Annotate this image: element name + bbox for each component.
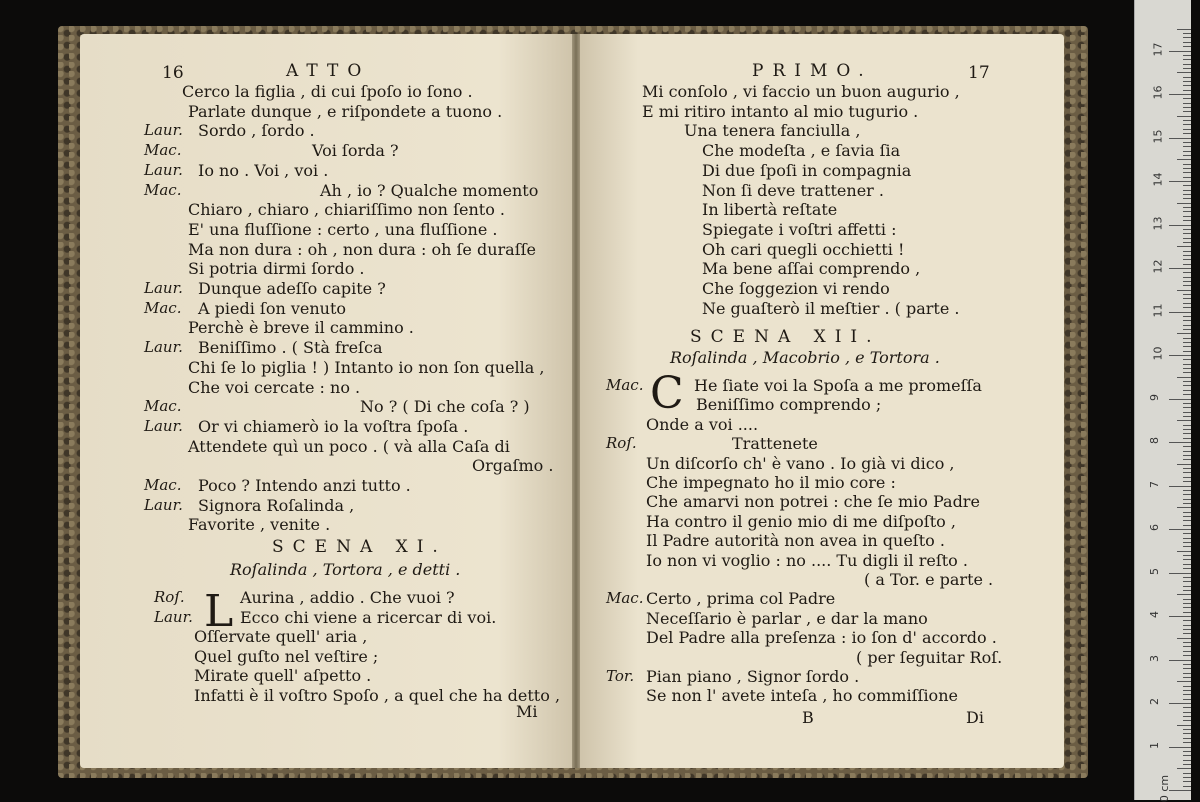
verse-line: Or vi chiamerò io la voſtra ſpoſa . [198,416,469,436]
verse-line: Ma bene aſſai comprendo , [702,259,921,279]
ruler-label: 9 [1148,393,1161,401]
ruler-tick [1183,546,1191,547]
ruler-tick [1183,33,1191,34]
verse-line: ( per ſeguitar Roſ. [856,647,1003,667]
ruler-label: 12 [1151,259,1165,274]
ruler-tick [1183,194,1191,195]
ruler-tick [1177,72,1191,73]
verse-line: Favorite , venite . [188,515,331,535]
ruler-tick [1183,642,1191,643]
ruler-tick [1183,98,1191,99]
ruler-tick [1183,451,1191,452]
ruler-tick [1183,494,1191,495]
signature-mark: B [802,708,814,727]
speaker-label: Laur. [144,279,183,297]
ruler-tick [1183,164,1191,165]
ruler-tick [1169,312,1191,313]
ruler-tick [1183,329,1191,330]
verse-line: Si potria dirmi ſordo . [188,259,365,279]
ruler-tick [1169,355,1191,356]
ruler-tick [1183,755,1191,756]
verse-line: Beniſſimo comprendo ; [696,395,882,415]
ruler-tick [1183,346,1191,347]
verse-line: Sordo , ſordo . [198,121,315,141]
ruler-tick [1183,259,1191,260]
verse-line: Perchè è breve il cammino . [188,318,414,338]
ruler-label: 7 [1148,480,1161,488]
ruler-tick [1177,768,1191,769]
verse-line: Mi conſolo , vi faccio un buon augurio , [642,82,960,101]
ruler-tick [1169,703,1191,704]
ruler-tick [1183,359,1191,360]
ruler-label: 5 [1148,567,1161,575]
ruler-tick [1183,673,1191,674]
ruler-label: 11 [1151,303,1165,317]
ruler-tick [1169,225,1191,226]
ruler-tick [1177,594,1191,595]
ruler-tick [1183,229,1191,230]
ruler-label: 13 [1151,216,1165,230]
ruler-tick [1183,412,1191,413]
drop-cap: C [650,368,684,419]
ruler-tick [1183,46,1191,47]
speaker-label: Mac. [606,589,644,608]
speaker-label: Mac. [606,376,644,394]
speaker-label: Mac. [144,476,182,494]
drop-cap: L [204,586,234,637]
ruler-tick [1183,603,1191,604]
ruler-tick [1183,103,1191,104]
ruler-tick [1177,551,1191,552]
ruler-tick [1183,564,1191,565]
ruler-tick [1183,146,1191,147]
ruler-tick [1183,607,1191,608]
ruler-tick [1169,747,1191,748]
ruler-tick [1177,290,1191,291]
ruler-tick [1183,242,1191,243]
verse-line: ( a Tor. e parte . [864,570,994,589]
ruler-tick [1183,590,1191,591]
ruler-tick [1183,325,1191,326]
ruler-label: 14 [1151,172,1165,187]
speaker-label: Roſ. [154,588,185,606]
verse-line: Trattenete [732,434,818,454]
ruler-tick [1183,533,1191,534]
verse-line: A piedi ſon venuto [198,298,347,318]
ruler-tick [1169,138,1191,139]
ruler-tick [1183,729,1191,730]
verse-line: Aurina , addio . Che vuoi ? [240,588,455,607]
ruler-tick [1183,742,1191,743]
ruler-tick [1183,277,1191,278]
ruler-tick [1183,129,1191,130]
ruler-tick [1183,503,1191,504]
ruler-tick [1183,438,1191,439]
ruler-tick [1183,59,1191,60]
ruler-tick [1183,255,1191,256]
ruler-tick [1177,116,1191,117]
ruler-tick [1183,238,1191,239]
ruler-tick [1183,316,1191,317]
speaker-label: Laur. [144,160,183,179]
ruler-tick [1183,407,1191,408]
ruler-tick [1183,664,1191,665]
ruler-tick [1177,159,1191,160]
ruler-tick [1177,246,1191,247]
ruler-tick [1183,625,1191,626]
ruler-tick [1183,668,1191,669]
ruler-tick [1183,712,1191,713]
ruler-tick [1183,285,1191,286]
ruler-tick [1183,216,1191,217]
verse-line: Infatti è il voſtro Spoſo , a quel che ha detto , [194,685,561,705]
verse-line: Beniſſimo . ( Stà freſca [198,338,383,358]
speaker-label: Laur. [144,121,183,140]
ruler-tick [1183,390,1191,391]
verse-line: Io non vi voglio : no .... Tu digli il reſto . [646,550,968,570]
verse-line: Pian piano , Signor ſordo . [646,667,860,686]
ruler-tick [1169,486,1191,487]
ruler-tick [1177,725,1191,726]
ruler-tick [1183,385,1191,386]
verse-line: Una tenera fanciulla , [684,121,861,141]
ruler-label: 16 [1151,85,1165,100]
ruler-tick [1183,694,1191,695]
verse-line: Il Padre autorità non avea in queſto . [646,531,945,551]
speaker-label: Tor. [606,667,635,685]
ruler-tick [1177,507,1191,508]
verse-line: Signora Roſalinda , [198,495,355,515]
ruler-tick [1183,211,1191,212]
ruler-tick [1183,481,1191,482]
ruler-tick [1169,616,1191,617]
ruler-tick [1183,786,1191,787]
verse-line: Ha contro il genio mio di me diſpoſto , [646,511,956,531]
ruler-tick [1183,690,1191,691]
ruler-tick [1183,403,1191,404]
ruler-tick [1183,142,1191,143]
ruler-tick [1183,651,1191,652]
speaker-label: Mac. [144,180,182,199]
verse-line: Che amarvi non potrei : che ſe mio Padre [646,492,980,512]
ruler-label: 3 [1148,654,1161,662]
verse-line: E mi ritiro intanto al mio tugurio . [642,101,919,121]
ruler-tick [1183,55,1191,56]
ruler-tick [1177,333,1191,334]
ruler-tick [1183,699,1191,700]
verse-line: Del Padre alla preſenza : io ſon d' accordo . [646,628,997,648]
ruler-tick [1183,773,1191,774]
ruler-tick [1183,64,1191,65]
ruler-tick [1169,94,1191,95]
verse-line: Quel guſto nel veſtire ; [194,646,379,666]
ruler-tick [1183,716,1191,717]
ruler-tick [1183,151,1191,152]
ruler-tick [1183,459,1191,460]
ruler-tick [1183,429,1191,430]
verse-line: Chiaro , chiaro , chiariſſimo non ſento . [188,200,505,220]
ruler-tick [1169,790,1191,791]
ruler-tick [1183,599,1191,600]
ruler-tick [1183,381,1191,382]
ruler-tick [1183,577,1191,578]
ruler-tick [1177,203,1191,204]
page-number: 17 [968,63,990,83]
ruler-tick [1183,368,1191,369]
ruler-tick [1183,612,1191,613]
speaker-label: Mac. [144,397,182,416]
scene-heading: SCENA XII. [690,327,881,347]
ruler-tick [1183,251,1191,252]
ruler-tick [1183,111,1191,112]
ruler-tick [1183,281,1191,282]
verse-line: Certo , prima col Padre [646,589,836,609]
speaker-label: Laur. [144,495,183,514]
verse-line: Ecco chi viene a ricercar di voi. [240,607,497,627]
ruler-tick [1169,268,1191,269]
ruler-tick [1183,538,1191,539]
verse-line: Voi ſorda ? [312,141,399,161]
ruler-tick [1169,660,1191,661]
ruler-label: 0 cm [1158,774,1172,802]
ruler-tick [1183,120,1191,121]
ruler-tick [1183,455,1191,456]
verse-line: Se non l' avete inteſa , ho commiſſione [646,686,958,706]
ruler-tick [1183,124,1191,125]
ruler-tick [1183,781,1191,782]
ruler-tick [1183,568,1191,569]
ruler-tick [1183,168,1191,169]
ruler-tick [1183,90,1191,91]
scene-heading: SCENA XI. [272,537,447,557]
verse-line: Un diſcorſo ch' è vano . Io già vi dico , [646,453,955,473]
verse-line: Oſſervate quell' aria , [194,627,368,646]
verse-line: In libertà reſtate [702,200,838,220]
ruler-tick [1183,707,1191,708]
ruler-tick [1183,633,1191,634]
verse-line: He ſiate voi la Spoſa a me promeſſa [694,376,982,395]
verse-line: Che voi cercate : no . [188,377,361,397]
ruler-tick [1183,342,1191,343]
ruler-tick [1183,764,1191,765]
ruler-tick [1169,573,1191,574]
verse-line: Neceſſario è parlar , e dar la mano [646,608,928,628]
page-number: 16 [162,63,184,83]
left-page [80,34,572,768]
ruler-tick [1177,464,1191,465]
ruler-tick [1183,68,1191,69]
verse-line: Ah , io ? Qualche momento [320,180,539,200]
ruler-tick [1183,177,1191,178]
ruler-label: 2 [1148,698,1161,705]
ruler-label: 4 [1148,611,1161,618]
ruler-tick [1183,320,1191,321]
ruler-tick [1183,655,1191,656]
verse-line: Di due ſpoſi in compagnia [702,160,912,180]
speaker-label: Mac. [144,141,182,160]
catchword: Mi [516,702,538,721]
running-head: PRIMO. [752,61,873,81]
ruler-tick [1183,338,1191,339]
ruler-tick [1177,377,1191,378]
ruler-tick [1183,581,1191,582]
verse-line: Ma non dura : oh , non dura : oh ſe duraſſe [188,239,536,259]
ruler-tick [1177,638,1191,639]
ruler-label: 1 [1148,741,1161,749]
ruler-tick [1169,51,1191,52]
ruler-tick [1183,207,1191,208]
speaker-label: Laur. [154,607,193,626]
ruler-tick [1183,351,1191,352]
ruler-tick [1183,172,1191,173]
ruler-tick [1183,499,1191,500]
ruler-tick [1183,42,1191,43]
ruler-tick [1183,620,1191,621]
ruler-tick [1183,364,1191,365]
ruler-tick [1183,586,1191,587]
verse-line: Dunque adeſſo capite ? [198,279,386,298]
ruler-tick [1183,629,1191,630]
ruler-tick [1183,555,1191,556]
ruler-tick [1183,760,1191,761]
ruler-tick [1183,294,1191,295]
ruler-tick [1183,303,1191,304]
ruler-label: 17 [1151,42,1165,56]
ruler-tick [1183,372,1191,373]
right-page [580,34,1064,768]
ruler-tick [1183,738,1191,739]
verse-line: Parlate dunque , e riſpondete a tuono . [188,101,503,121]
ruler-tick [1183,525,1191,526]
verse-line: Spiegate i voſtri affetti : [702,219,897,239]
ruler-tick [1183,472,1191,473]
ruler-tick [1183,133,1191,134]
ruler-tick [1183,720,1191,721]
verse-line: No ? ( Di che coſa ? ) [360,397,530,417]
verse-line: Non ſi deve trattener . [702,180,884,200]
ruler-tick [1183,264,1191,265]
verse-line: Orgaſmo . [472,456,554,476]
ruler-tick [1183,272,1191,273]
ruler-tick [1183,298,1191,299]
ruler-tick [1169,181,1191,182]
ruler-tick [1183,77,1191,78]
ruler-tick [1183,425,1191,426]
ruler-tick [1183,468,1191,469]
verse-line: Che impegnato ho il mio core : [646,473,896,492]
ruler-tick [1183,433,1191,434]
ruler-tick [1183,394,1191,395]
ruler-tick [1183,512,1191,513]
verse-line: Onde a voi .... [646,414,759,434]
ruler-label: 8 [1148,437,1161,444]
verse-line: Ne guaſterò il meſtier . ( parte . [702,298,960,318]
ruler-tick [1183,751,1191,752]
ruler-tick [1183,155,1191,156]
measuring-ruler [1134,0,1191,800]
ruler-tick [1183,220,1191,221]
ruler-tick [1183,516,1191,517]
ruler-tick [1183,198,1191,199]
speaker-label: Laur. [144,416,183,435]
ruler-tick [1177,681,1191,682]
ruler-label: 10 [1151,346,1165,361]
verse-line: Cerco la figlia , di cui ſpoſo io ſono . [182,82,473,101]
ruler-tick [1183,446,1191,447]
verse-line: Io no . Voi , voi . [198,160,329,180]
ruler-tick [1183,37,1191,38]
ruler-tick [1169,399,1191,400]
ruler-tick [1169,442,1191,443]
verse-line: E' una fluſſione : certo , una fluſſione . [188,219,498,239]
ruler-tick [1183,416,1191,417]
ruler-tick [1183,185,1191,186]
ruler-tick [1183,677,1191,678]
ruler-tick [1183,107,1191,108]
ruler-tick [1183,646,1191,647]
scene-cast: Roſalinda , Tortora , e detti . [230,560,461,579]
ruler-tick [1183,542,1191,543]
ruler-tick [1183,733,1191,734]
speaker-label: Mac. [144,298,182,317]
ruler-tick [1183,81,1191,82]
verse-line: Mirate quell' aſpetto . [194,666,372,685]
ruler-label: 6 [1148,524,1161,531]
ruler-tick [1183,477,1191,478]
scene-cast: Roſalinda , Macobrio , e Tortora . [670,348,940,367]
verse-line: Chi ſe lo piglia ! ) Intanto io non ſon quella , [188,357,545,377]
verse-line: Che ſoggezion vi rendo [702,279,890,298]
ruler-tick [1177,29,1191,30]
ruler-tick [1183,559,1191,560]
ruler-tick [1183,777,1191,778]
verse-line: Attendete quì un poco . ( và alla Caſa di [188,436,510,456]
verse-line: Oh cari quegli occhietti ! [702,239,905,259]
verse-line: Che modeſta , e ſavia ſia [702,141,901,161]
ruler-tick [1183,307,1191,308]
ruler-tick [1183,233,1191,234]
running-head: ATTO [286,61,371,81]
ruler-tick [1169,529,1191,530]
catchword: Di [966,708,984,727]
ruler-tick [1183,490,1191,491]
ruler-tick [1183,190,1191,191]
verse-line: Poco ? Intendo anzi tutto . [198,476,411,495]
speaker-label: Roſ. [606,434,637,453]
ruler-tick [1183,520,1191,521]
speaker-label: Laur. [144,338,183,357]
ruler-tick [1183,85,1191,86]
ruler-tick [1177,420,1191,421]
ruler-label: 15 [1151,129,1165,143]
ruler-tick [1183,686,1191,687]
